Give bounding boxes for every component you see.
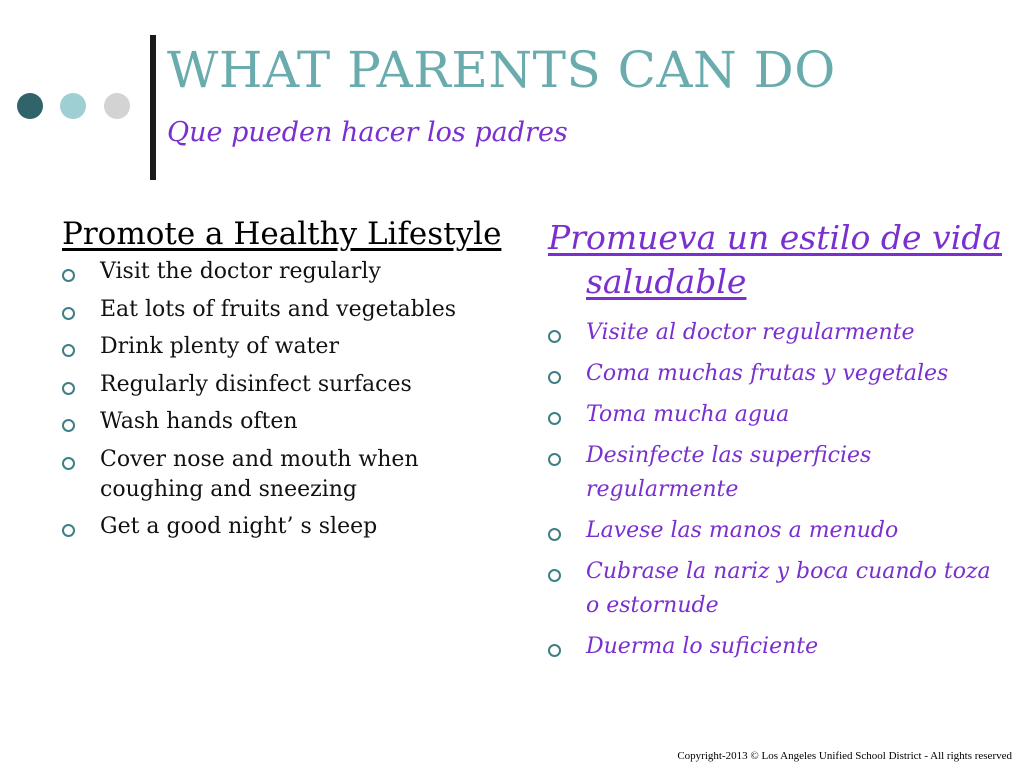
bullet-ring-icon bbox=[548, 644, 561, 657]
bullet-ring-icon bbox=[548, 569, 561, 582]
list-item bbox=[548, 316, 1008, 350]
copyright-footer: Copyright-2013 © Los Angeles Unified School District - All rights reserved bbox=[677, 750, 1012, 762]
english-column bbox=[62, 216, 522, 550]
gray-dot-icon bbox=[104, 93, 130, 119]
list-item-text: Cover nose and mouth when coughing and sneezing bbox=[100, 446, 419, 502]
slide-title: WHAT PARENTS CAN DO bbox=[167, 41, 836, 99]
list-item bbox=[62, 332, 522, 362]
list-item-text: Toma mucha agua bbox=[586, 401, 790, 427]
bullet-ring-icon bbox=[548, 453, 561, 466]
list-item bbox=[62, 257, 522, 287]
bullet-ring-icon bbox=[548, 371, 561, 384]
bullet-ring-icon bbox=[62, 344, 75, 357]
title-divider bbox=[150, 35, 156, 180]
list-item-text: Duerma lo suficiente bbox=[586, 633, 819, 659]
bullet-ring-icon bbox=[62, 457, 75, 470]
list-item-text: Desinfecte las superficies regularmente bbox=[586, 442, 872, 502]
bullet-ring-icon bbox=[548, 528, 561, 541]
list-item bbox=[548, 630, 1008, 664]
list-item-text: Lavese las manos a menudo bbox=[586, 517, 899, 543]
list-item-text: Cubrase la nariz y boca cuando toza o estornude bbox=[586, 558, 991, 618]
bullet-ring-icon bbox=[62, 307, 75, 320]
english-heading: Promote a Healthy Lifestyle bbox=[62, 216, 502, 252]
list-item-text: Drink plenty of water bbox=[100, 334, 339, 360]
light-teal-dot-icon bbox=[60, 93, 86, 119]
list-item bbox=[62, 370, 522, 400]
list-item bbox=[548, 398, 1008, 432]
spanish-column bbox=[548, 216, 1008, 671]
bullet-ring-icon bbox=[548, 412, 561, 425]
list-item-text: Regularly disinfect surfaces bbox=[100, 371, 412, 397]
slide-subtitle: Que pueden hacer los padres bbox=[167, 117, 568, 148]
list-item-text: Coma muchas frutas y vegetales bbox=[586, 360, 949, 386]
list-item bbox=[62, 295, 522, 325]
list-item bbox=[548, 439, 1008, 507]
list-item-text: Wash hands often bbox=[100, 409, 298, 435]
bullet-ring-icon bbox=[62, 382, 75, 395]
decorative-dots bbox=[17, 93, 137, 119]
list-item-text: Visite al doctor regularmente bbox=[586, 319, 915, 345]
bullet-ring-icon bbox=[62, 524, 75, 537]
bullet-ring-icon bbox=[62, 419, 75, 432]
list-item bbox=[548, 514, 1008, 548]
list-item bbox=[62, 512, 522, 542]
spanish-heading: Promueva un estilo de vida saludable bbox=[548, 218, 1003, 301]
list-item bbox=[548, 555, 1008, 623]
spanish-list bbox=[548, 316, 1008, 664]
list-item-text: Eat lots of fruits and vegetables bbox=[100, 296, 457, 322]
list-item-text: Visit the doctor regularly bbox=[100, 259, 381, 285]
list-item bbox=[62, 445, 522, 505]
list-item bbox=[548, 357, 1008, 391]
list-item-text: Get a good night’ s sleep bbox=[100, 514, 378, 540]
dark-teal-dot-icon bbox=[17, 93, 43, 119]
list-item bbox=[62, 407, 522, 437]
bullet-ring-icon bbox=[62, 269, 75, 282]
bullet-ring-icon bbox=[548, 330, 561, 343]
english-list bbox=[62, 257, 522, 542]
